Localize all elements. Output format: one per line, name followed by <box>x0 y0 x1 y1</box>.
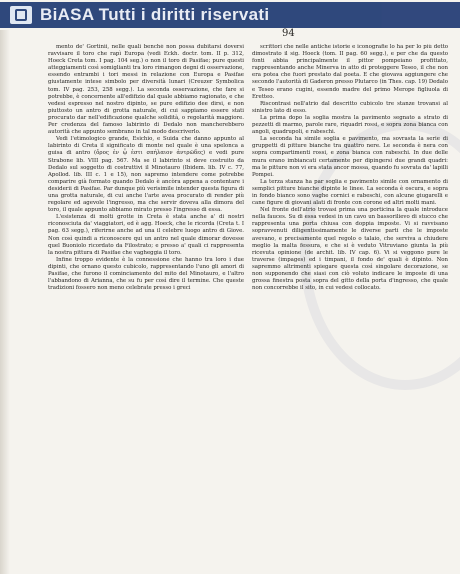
paragraph: La seconda ha simile soglia e pavimento, ma sovrasta la serie di gruppetti di pitture bianche tra quattro nere. Le seconda è nera con sopra compartimenti rossi, e zona bianca con rabeschi. In due delle mura erano imbiancati certamente per dipingersi due grandi quadri: ma le pitture non vi era stata ancor mossa, quando fu sovrata da' lapilli Pompei. <box>252 136 448 178</box>
right-text-column <box>252 44 448 564</box>
paragraph: Nel fronte dell'atrio trovasi prima una porticina la quale introduce nella fauces. Su di essa vedesi in un cavo un bassorilievo di stucco che rappresenta una porta chiusa con doppia imposte. Vi si ravvisano sopravvenuti diligentissimamente le diverse parti che le imposte avevano, e precisamente quel regolo o talaio, che serviva a chiudere meglio la malta fessura, e che si è veduto Vitruviano giunta la più ricevuta opinione (de archit. lib. IV cap. 6). Vi si veggono pure le traverse (impages) ed i timpani, il fondo de' quali è dipinto. Non sapremmo altrimenti spiegare questa così singolare decorazione, se non supponendo che siasi con ciò voluto indicare le imposte di una grossa finestra posta sopra del gitto della porta d'ingresso, che quale non concorrebbe il sito, in cui vedesi collocato. <box>252 207 448 292</box>
watermark-banner <box>0 2 460 28</box>
paragraph: scrittori che nelle antiche istorie e iconografie lo ha per lo più detto dimostrato il sig. Hoeck (tom. II pag. 60 segg.), e per che da questo fonti abbia principalmente il pittor pompeiano profittato, rappresentando anche Minerva in atto di proteggere Teseo, il che non era potea che fuori prestato dal poeta. E che giovava aggiungere che secondo l'autorità di Gaderon presso Plutarco (in Thes. cap. 19) Dedalo e Teseo erano cugini, essendo madre del primo Merope figliuola di Eretteo. <box>252 44 448 100</box>
paragraph: Riscontrasi nell'atrio dal descritto cubicolo tre stanze trovansi al sinistro lato di esso. <box>252 100 448 114</box>
paragraph: Infine troppo evidente è la connessione che hanno tra loro i due dipinti, che ornano questo cubicolo, rappresentando l'uno gli amori di Pasifae, che furono il cominciamento del mito del Minotauro, e l'altro l'abbandono di Arianna, che su fu per così dire il termine. Che queste tradizioni fossero non meno celebrate presso i greci <box>48 256 244 292</box>
paragraph: mento de' Gortinii, nelle quali benchè non possa dubitarsi doversi ravvisare il toro che rapì Europa (vedi Eckh. doctr. tom. II p. 312, Hoeck Creta tom. I pag. 104 seg.) o non il toro di Pasifae; pure questi atteggiamenti così somiglianti tra loro rimangon degni di osservazione, essendo entrambi i tori messi in relazione con Europa e Pasifae giustamente intese simbolo per diversità lunari (Creuzer Symbolica tom. IV pag. 253, 258 segg.). La seconda osservazione, che fare si potrebbe, è concernente all'edifizio dal quale abbiamo ragionato, e che vedesi espresso nel nostro dipinto, se pure edifizio dee dirsi, e non piuttosto un antro di grotta naturale, di cui sappiamo essere stati procurato dar nell'edificazione qualche solidità, o regolarità maggiore. Per credenza del famoso labirinto di Dedalo non mancherebbero autorità che appunto sembrano in tal modo descriverlo. <box>48 44 244 136</box>
paragraph: Vedi l'etimologico grande, Esichio, e Suida che danno appunto al labirinto di Creta il significato di monte nel quale è una spelonca a guisa di antro (ὄρος ἐν ᾧ ἐστι σπήλαιον ἀντρῶδες) e vedi pure Strabone lib. VIII pag. 567. Ma se il labirinto si deve costruito da Dedalo sul soggetto di costruttivi il Minotauro (Ibidem. lib. IV c. 77, Apollod. lib. III c. 1 e 15), non sapremo intendere come potrebbe comparire già formato quando Dedalo è ancòra appena a contentare i desiderii di Pasifae. Par dunque più verisimile intender questa figura di una grotta naturale, di cui anche l'arte avea procurato di render più regolare ed agevole l'ingresso, ma che servir doveva alla dimora del toro, il quale appunto abbiamo mirato presso l'ingresso di essa. <box>48 136 244 214</box>
library-logo-icon <box>10 6 32 24</box>
left-text-column <box>48 44 244 564</box>
page-edge-shadow <box>0 30 10 574</box>
watermark-text: BiASA Tutti i diritti riservati <box>40 5 270 24</box>
paragraph: La terza stanza ha par soglia e pavimento simile con ornamento di semplici pitture bianche dipinte le linee. La seconda è oscura, e sopra in fondo bianco sono vaghe cornici e rabeschi, con alcune giugarelli e cane figure di giovani alati di fronte con corone ed altri molti mani. <box>252 178 448 207</box>
page-number: 94 <box>282 28 295 39</box>
paragraph: L'esistenza di molti grotte in Creta è stata anche a' di nostri riconosciuta da' viaggiatori, ed è agg. Hoeck, che le ricorda (Creta t. I pag. 63 segg.), riferirne anche ad una il celebre luogo antro di Giove. Non così quindi a riconoscere qui un antro nel quale dimorar dovesse quel Buoniolo ricordato da Filostrato; e presso a' quali ci rappresenta la nostra pittura di Pasifae che vagheggia il toro. <box>48 214 244 256</box>
paragraph: La prima dopo la soglia mostra la pavimento segnato a strato di pezzetti di marmo, parole rare, riquadri rossi, e sopra zona bianca con angoli, quadrupoli, e rabeschi. <box>252 114 448 136</box>
